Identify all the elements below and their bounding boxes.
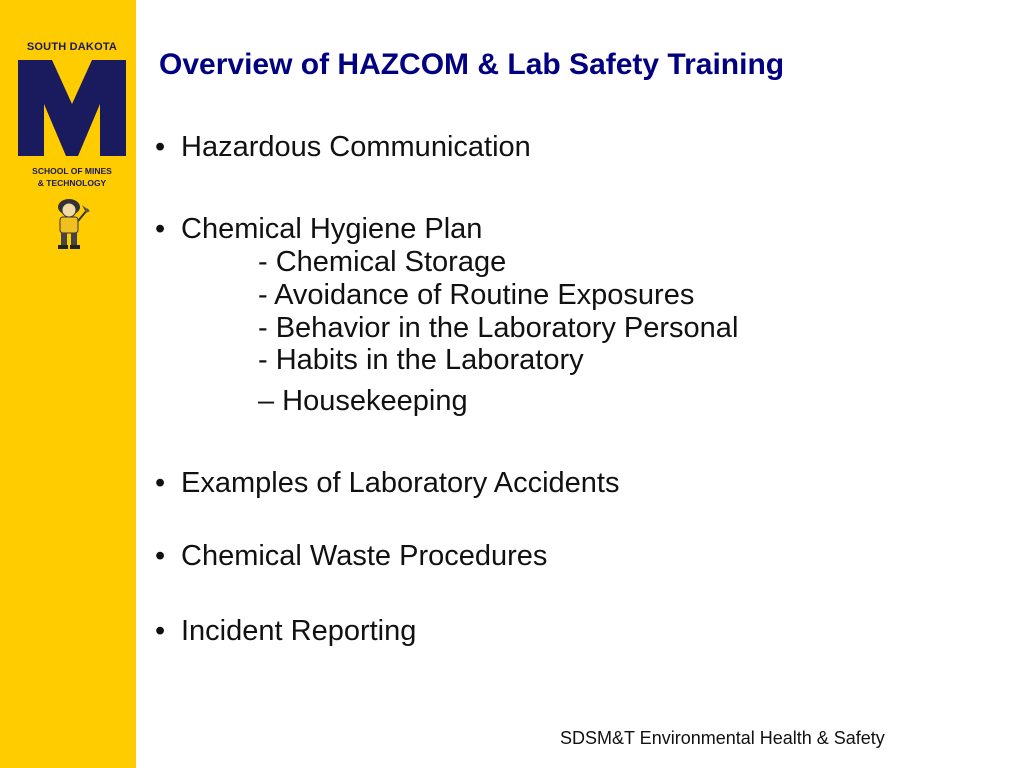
bullet-dot: • (155, 131, 166, 163)
bullet-text: Chemical Hygiene Plan (181, 213, 483, 245)
footer-text: SDSM&T Environmental Health & Safety (560, 728, 885, 748)
bullet-text: Incident Reporting (181, 615, 417, 647)
bullet-item (155, 615, 416, 647)
logo-school-line2: & TECHNOLOGY (37, 178, 107, 188)
bullet-item (155, 213, 482, 245)
bullet-item (155, 540, 547, 572)
logo-school-text (0, 165, 144, 189)
logo-state-text: SOUTH DAKOTA (26, 41, 118, 53)
sub-item-dash: – Housekeeping (258, 385, 468, 417)
sub-item: - Chemical Storage (258, 246, 507, 278)
sub-item: - Avoidance of Routine Exposures (258, 279, 695, 311)
bullet-dot: • (155, 615, 166, 647)
bullet-text: Hazardous Communication (181, 131, 531, 163)
miner-mascot-icon (48, 195, 90, 251)
bullet-item (155, 467, 619, 499)
bullet-dot: • (155, 467, 166, 499)
slide-title: Overview of HAZCOM & Lab Safety Training (159, 48, 785, 81)
sub-item: - Habits in the Laboratory (258, 344, 584, 376)
bullet-text: Chemical Waste Procedures (181, 540, 548, 572)
sub-item: - Behavior in the Laboratory Personal (258, 312, 739, 344)
logo-school-line1: SCHOOL OF MINES (32, 166, 112, 176)
bullet-dot: • (155, 213, 166, 245)
bullet-text: Examples of Laboratory Accidents (181, 467, 620, 499)
school-m-logo (16, 58, 128, 158)
bullet-item (155, 131, 531, 163)
bullet-dot: • (155, 540, 166, 572)
